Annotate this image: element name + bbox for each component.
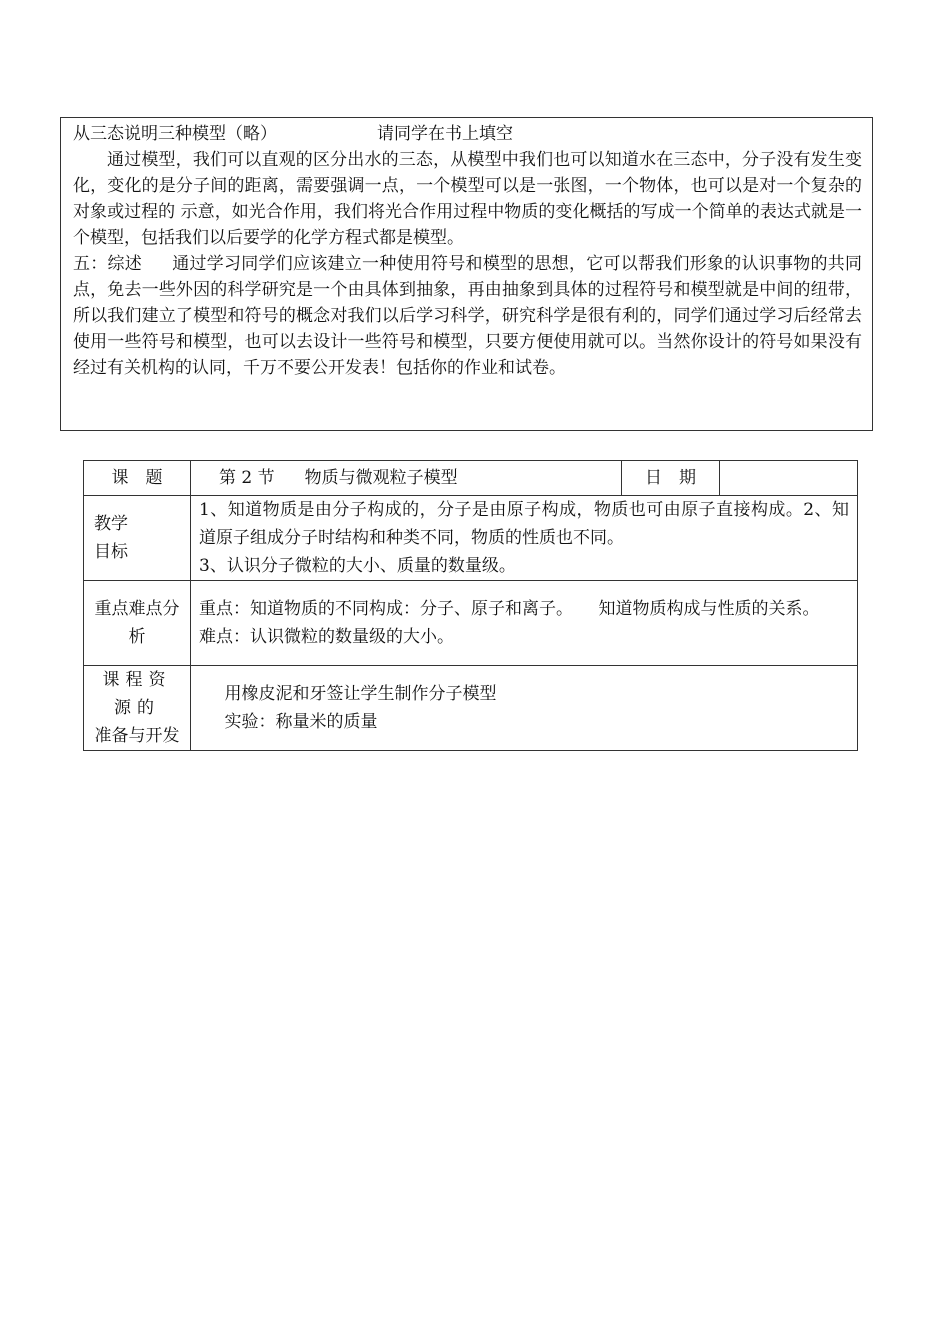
goals-label-line1: 教学 [94, 514, 128, 534]
topic-label: 课 题 [84, 461, 191, 496]
table-row-resources [84, 666, 858, 751]
table-row-title [84, 461, 858, 496]
difficult-point-text: 难点：认识微粒的数量级的大小。 [199, 627, 454, 647]
date-value [720, 461, 858, 496]
resources-text-1: 用橡皮泥和牙签让学生制作分子模型 [224, 684, 497, 704]
section-number: 第 2 节 [219, 468, 275, 488]
key-point-text: 重点：知道物质的不同构成：分子、原子和离子。 知道物质构成与性质的关系。 [199, 599, 820, 619]
resources-text-2: 实验：称量米的质量 [224, 712, 378, 732]
summary-heading: 五：综述 [73, 254, 142, 274]
key-points-text [191, 581, 858, 666]
goals-text-1: 1、知道物质是由分子构成的，分子是由原子构成，物质也可由原子直接构成。2、知道原子组成分子时结构和种类不同，物质的性质也不同。 [199, 500, 849, 548]
goals-text [191, 496, 858, 581]
table-row-goals [84, 496, 858, 581]
resources-label-line2: 准备与开发 [94, 726, 180, 746]
resources-label-line1: 课程资源的 [102, 670, 172, 718]
summary-body: 通过学习同学们应该建立一种使用符号和模型的思想，它可以帮我们形象的认识事物的共同点，免去一些外因的科学研究是一个由具体到抽象，再由抽象到具体的过程符号和模型就是中间的纽带，所以我们建立了模型和符号的概念对我们以后学习科学，研究科学是很有利的，同学们通过学习后经常去使用一些符号和模型，也可以去设计一些符号和模型，只要方便使用就可以。当然你设计的符号如果没有经过有关机构的认同，千万不要公开发表！包括你的作业和试卷。 [73, 254, 862, 378]
fill-in-note: 请同学在书上填空 [377, 124, 513, 144]
summary-first-line [73, 121, 862, 147]
summary-box [60, 117, 873, 431]
topic-cell [191, 461, 622, 496]
topic-name: 物质与微观粒子模型 [304, 468, 458, 488]
goals-text-2: 3、认识分子微粒的大小、质量的数量级。 [199, 556, 516, 576]
resources-text [191, 666, 858, 751]
model-paragraph: 通过模型，我们可以直观的区分出水的三态，从模型中我们也可以知道水在三态中，分子没有发生变化，变化的是分子间的距离，需要强调一点，一个模型可以是一张图，一个物体，也可以是对一个复杂的对象或过程的 示意，如光合作用，我们将光合作用过程中物质的变化概括的写成一个简单的表达式就是一个模型，包括我们以后要学的化学方程式都是模型。 [73, 150, 862, 248]
resources-label [84, 666, 191, 751]
three-states-note: 从三态说明三种模型（略） [73, 124, 277, 144]
date-label: 日 期 [622, 461, 720, 496]
goals-label-line2: 目标 [94, 542, 128, 562]
goals-label [84, 496, 191, 581]
lesson-plan-table [83, 460, 858, 751]
summary-paragraph [73, 251, 862, 381]
table-row-key-points [84, 581, 858, 666]
key-points-label: 重点难点分析 [84, 581, 191, 666]
